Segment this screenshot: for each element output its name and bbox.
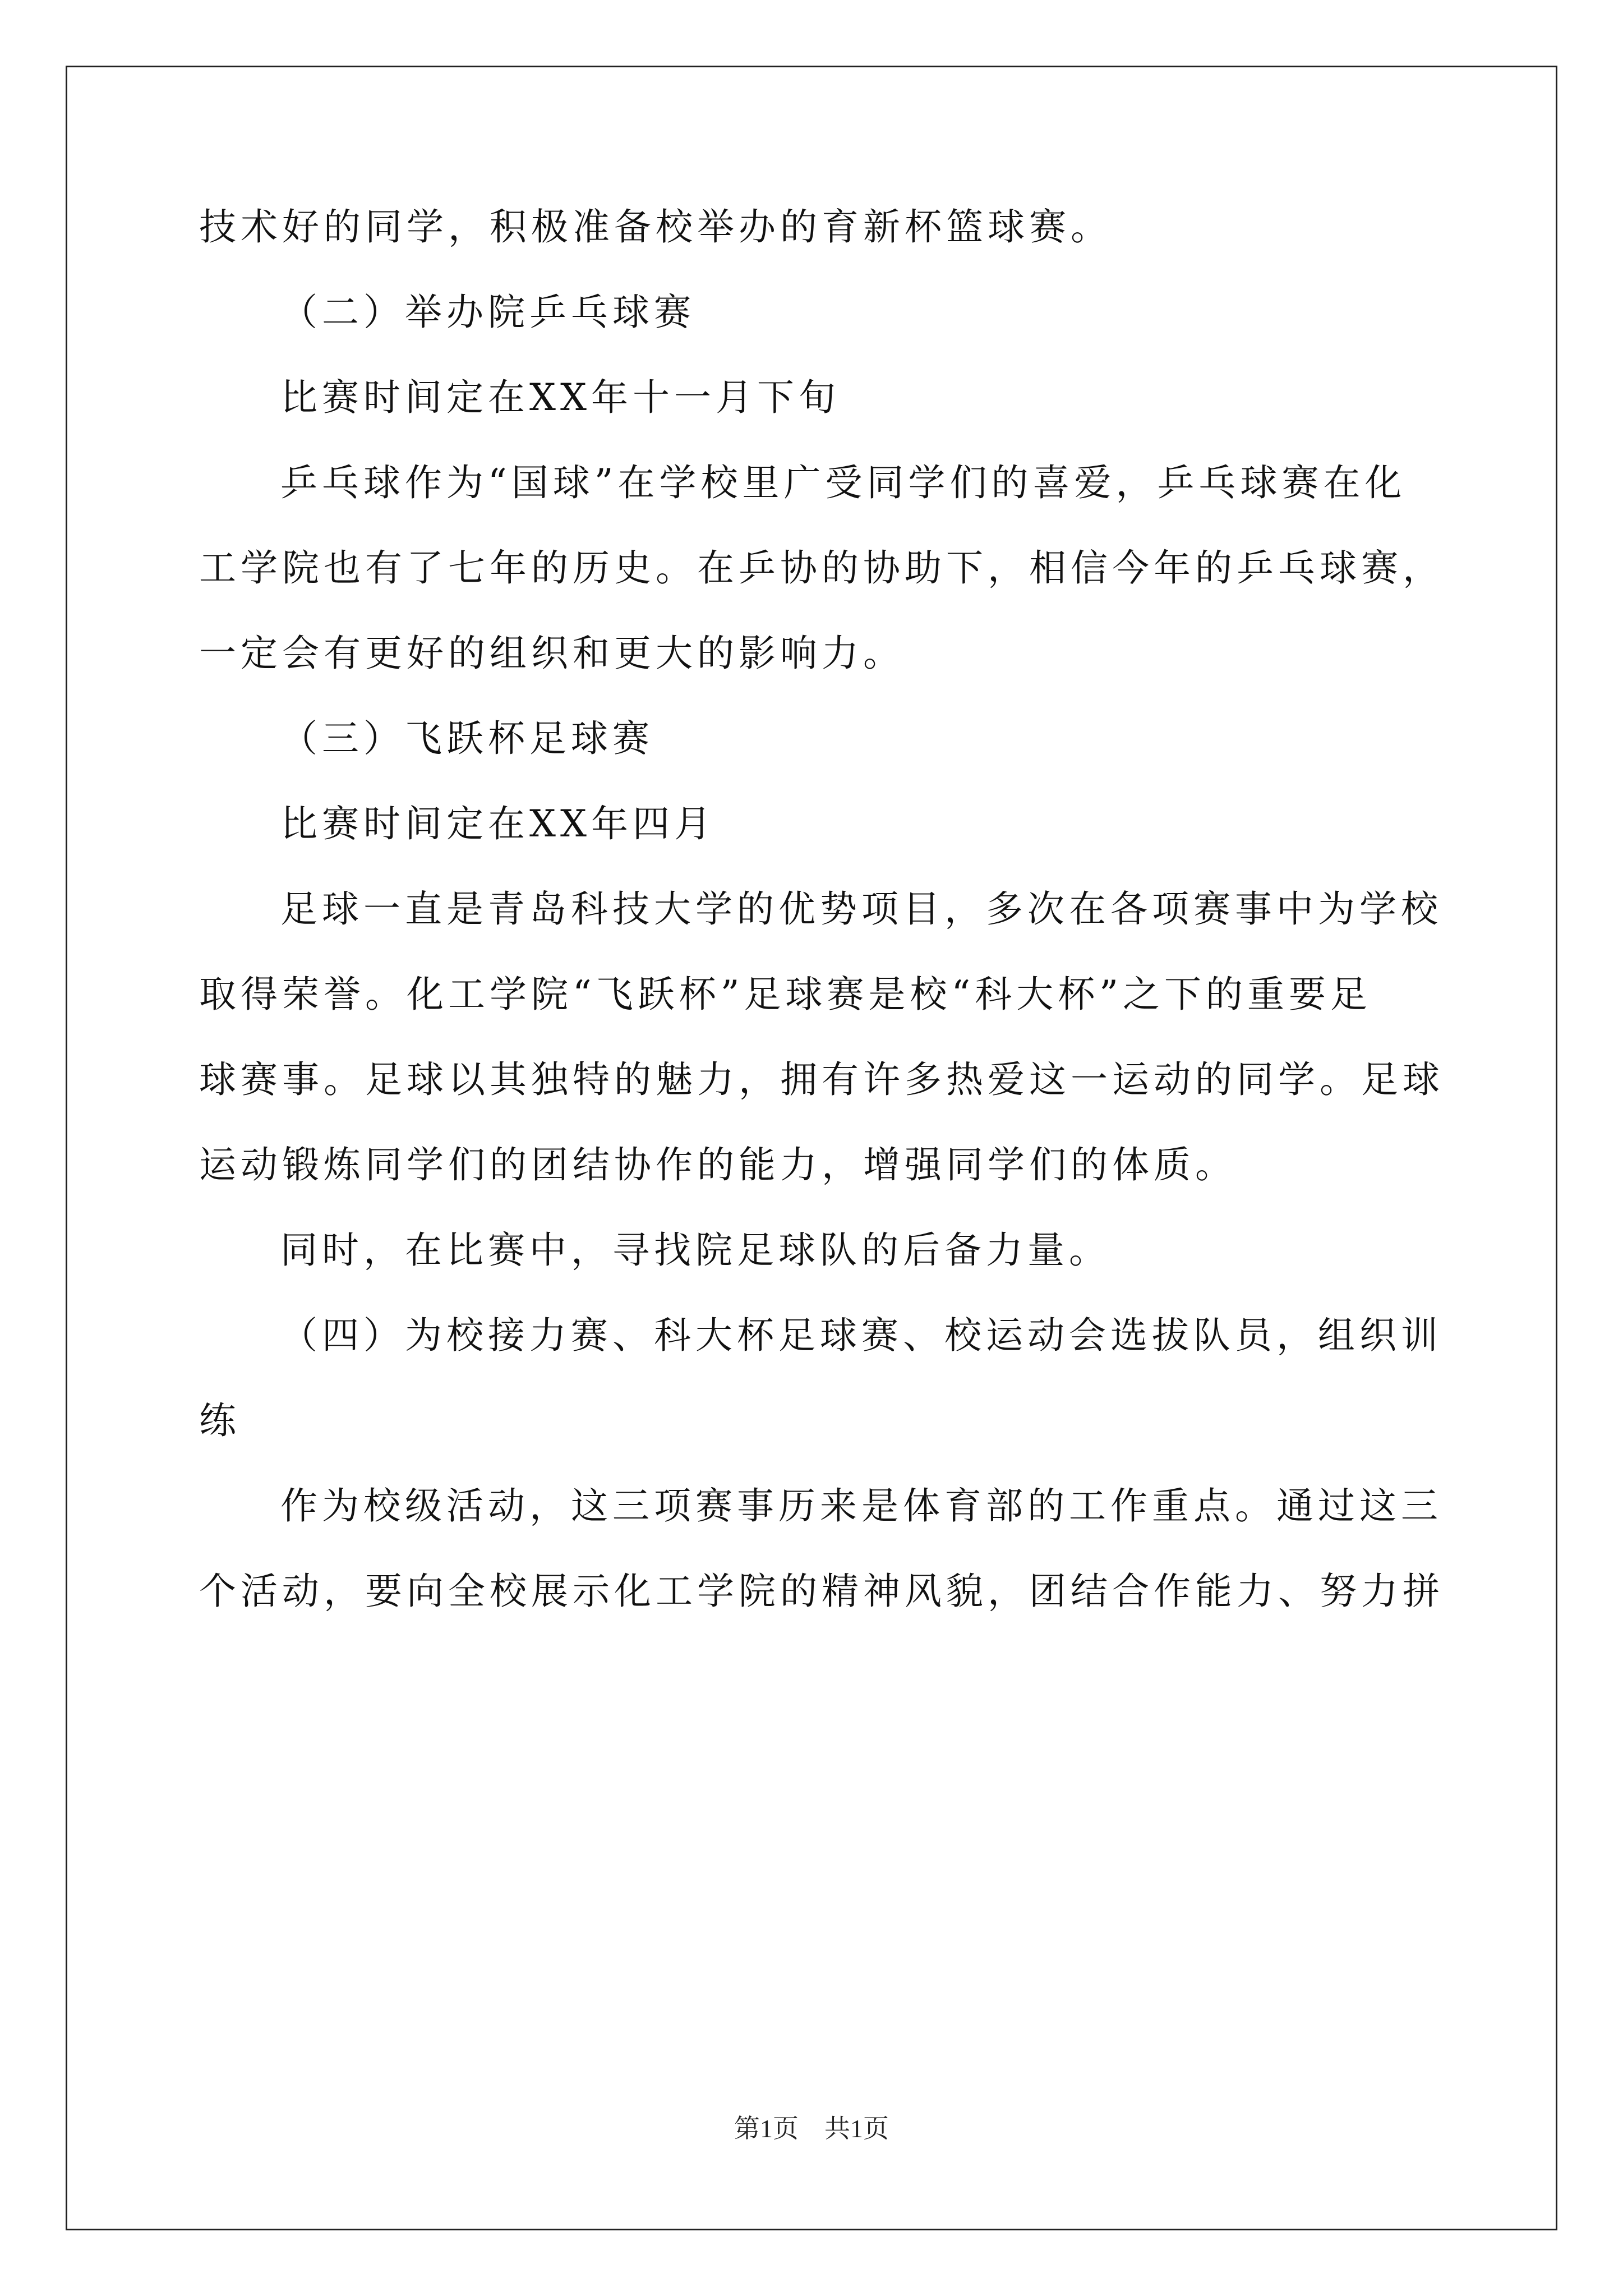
page-footer: 第1页 共1页 bbox=[734, 2114, 889, 2143]
text-line: 工学院也有了七年的历史。在乒协的协助下，相信今年的乒乓球赛， bbox=[199, 546, 1444, 590]
section-heading: （二）举办院乒乓球赛 bbox=[280, 291, 695, 334]
text-line: 运动锻炼同学们的团结协作的能力，增强同学们的体质。 bbox=[199, 1143, 1237, 1186]
text-line: 个活动，要向全校展示化工学院的精神风貌，团结合作能力、努力拼 bbox=[199, 1570, 1444, 1613]
text-line: 同时，在比赛中，寻找院足球队的后备力量。 bbox=[280, 1228, 1110, 1272]
text-line: 比赛时间定在XX年十一月下旬 bbox=[280, 376, 840, 419]
text-line: 作为校级活动，这三项赛事历来是体育部的工作重点。通过这三 bbox=[280, 1484, 1442, 1527]
text-line: 技术好的同学，积极准备校举办的育新杯篮球赛。 bbox=[199, 205, 1112, 249]
text-line: 比赛时间定在XX年四月 bbox=[280, 802, 716, 845]
text-line: 乒乓球作为“国球”在学校里广受同学们的喜爱，乒乓球赛在化 bbox=[280, 461, 1407, 504]
section-heading: （三）飞跃杯足球赛 bbox=[280, 717, 654, 760]
text-line: 练 bbox=[199, 1399, 241, 1442]
text-line: 球赛事。足球以其独特的魅力，拥有许多热爱这一运动的同学。足球 bbox=[199, 1058, 1444, 1101]
text-line: 一定会有更好的组织和更大的影响力。 bbox=[199, 632, 905, 675]
text-line: 足球一直是青岛科技大学的优势项目，多次在各项赛事中为学校 bbox=[280, 887, 1442, 931]
text-line: 取得荣誉。化工学院“飞跃杯”足球赛是校“科大杯”之下的重要足 bbox=[199, 973, 1372, 1016]
section-heading: （四）为校接力赛、科大杯足球赛、校运动会选拔队员，组织训 bbox=[280, 1314, 1442, 1357]
